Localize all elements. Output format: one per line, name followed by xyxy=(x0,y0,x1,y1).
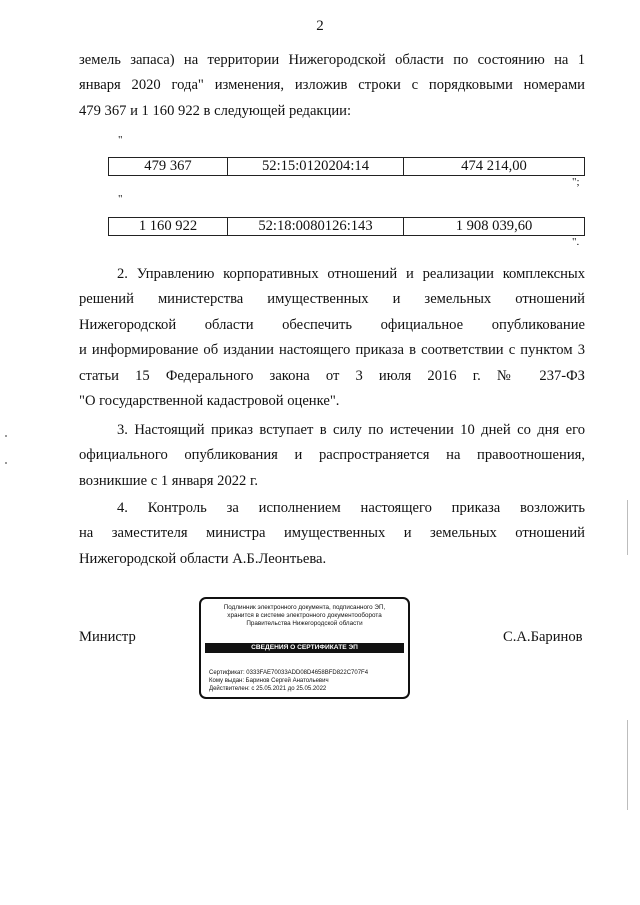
scan-artifact-dot xyxy=(5,435,7,437)
item-2-line: Нижегородской области обеспечить официальное опубликование xyxy=(79,316,585,333)
quote-close-mark: ". xyxy=(572,236,580,248)
item-4-line: 4. Контроль за исполнением настоящего приказа возложить xyxy=(117,500,585,516)
cadastral-value-cell: 474 214,00 xyxy=(404,158,585,176)
item-4-line: Нижегородской области А.Б.Леонтьева. xyxy=(79,550,327,567)
item-3-line: возникшие с 1 января 2022 г. xyxy=(79,472,258,489)
amendment-table-1 xyxy=(108,157,585,176)
table-row xyxy=(109,158,585,176)
scan-artifact-dot xyxy=(5,462,7,464)
item-2-line: 2. Управлению корпоративных отношений и реализации комплексных xyxy=(117,266,585,282)
scan-artifact-line xyxy=(627,500,628,555)
quote-open-mark: " xyxy=(118,193,123,205)
intro-line: января 2020 года" изменения, изложив строки с порядковыми номерами xyxy=(79,77,585,94)
cadastral-value-cell: 1 908 039,60 xyxy=(404,218,585,236)
item-2-line: "О государственной кадастровой оценке". xyxy=(79,393,340,410)
stamp-note xyxy=(205,604,404,628)
stamp-issued-to: Кому выдан: Баринов Сергей Анатольевич xyxy=(209,678,329,684)
item-2-line: и информирование об издании настоящего приказа в соответствии с пунктом 3 xyxy=(79,342,585,359)
page-number: 2 xyxy=(316,18,324,34)
table-row xyxy=(109,218,585,236)
intro-line: земель запаса) на территории Нижегородской области по состоянию на 1 xyxy=(79,52,585,68)
cadastral-number-cell: 52:18:0080126:143 xyxy=(228,218,404,236)
row-number-cell: 479 367 xyxy=(109,158,228,176)
cadastral-number-cell: 52:15:0120204:14 xyxy=(228,158,404,176)
stamp-note-line: Правительства Нижегородской области xyxy=(246,620,363,627)
row-number-cell: 1 160 922 xyxy=(109,218,228,236)
item-4-line: на заместителя министра имущественных и земельных отношений xyxy=(79,525,585,542)
intro-line: 479 367 и 1 160 922 в следующей редакции: xyxy=(79,102,352,119)
intro-paragraph xyxy=(79,48,585,124)
item-2-line: статьи 15 Федерального закона от 3 июля 2016 г. № 237-ФЗ xyxy=(79,367,585,384)
signer-name: С.А.Баринов xyxy=(503,629,583,645)
stamp-header: СВЕДЕНИЯ О СЕРТИФИКАТЕ ЭП xyxy=(205,643,404,653)
electronic-signature-stamp xyxy=(199,597,410,699)
stamp-certificate: Сертификат: 0333FAE70033ADD08D4658BFD822C707F4 xyxy=(209,670,369,676)
stamp-note-line: Подлинник электронного документа, подписанного ЭП, xyxy=(223,604,386,611)
stamp-validity: Действителен: с 25.05.2021 до 25.05.2022 xyxy=(209,686,327,692)
quote-close-mark: "; xyxy=(572,176,580,188)
item-4-paragraph xyxy=(79,496,585,572)
item-3-line: официального опубликования и распространяется на правоотношения, xyxy=(79,447,585,464)
scan-artifact-line xyxy=(627,720,628,810)
item-3-line: 3. Настоящий приказ вступает в силу по истечении 10 дней со дня его xyxy=(117,422,585,438)
stamp-note-line: хранится в системе электронного документооборота xyxy=(227,612,382,619)
quote-open-mark: " xyxy=(118,134,123,146)
signer-title: Министр xyxy=(79,629,136,645)
item-2-paragraph xyxy=(79,262,585,414)
item-3-paragraph xyxy=(79,418,585,494)
item-2-line: решений министерства имущественных и земельных отношений xyxy=(79,291,585,308)
amendment-table-2 xyxy=(108,217,585,236)
